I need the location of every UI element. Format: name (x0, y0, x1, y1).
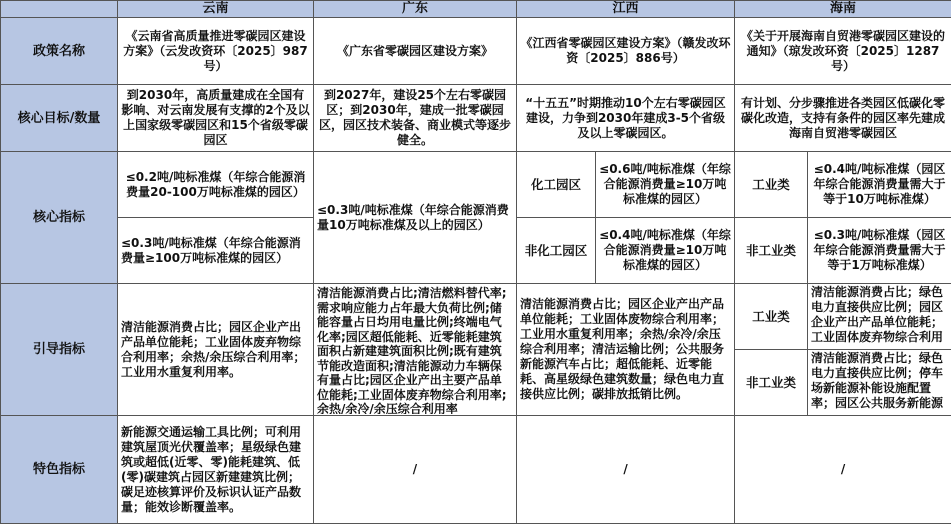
goal-hainan: 有计划、分步骤推进各类园区低碳化零碳化改造，支持有条件的园区率先建成海南自贸港零碳园区 (735, 85, 951, 152)
col-header-hainan: 海南 (735, 1, 951, 18)
core-hainan-category-industrial: 工业类 (735, 152, 808, 218)
row-label-guide: 引导指标 (1, 284, 118, 416)
feature-guangdong: / (314, 416, 517, 524)
core-yunnan-a: ≤0.2吨/吨标准煤（年综合能源消费量20-100万吨标准煤的园区） (118, 152, 314, 218)
row-label-core: 核心指标 (1, 152, 118, 284)
guide-yunnan: 清洁能源消费占比；园区企业产出产品单位能耗；工业固体废弃物综合利用率；余热/余压综合利用率；工业用水重复利用率。 (118, 284, 314, 416)
guide-hainan-category-industrial: 工业类 (735, 284, 808, 350)
col-header-jiangxi: 江西 (517, 1, 735, 18)
policy-row (1, 18, 951, 85)
policy-yunnan: 《云南省高质量推进零碳园区建设方案》（云发改资环〔2025〕987号） (118, 18, 314, 85)
feature-row (1, 416, 951, 524)
feature-yunnan: 新能源交通运输工具比例；可利用建筑屋顶光伏覆盖率；星级绿色建筑或超低(近零、零)能耗建筑、低(零)碳建筑占园区新建建筑比例；碳足迹核算评价及标识认证产品数量；能效诊断覆盖率。 (118, 416, 314, 524)
core-row-a (1, 152, 951, 218)
policy-jiangxi: 《江西省零碳园区建设方案》（赣发改环资〔2025〕886号） (517, 18, 735, 85)
goal-guangdong: 到2027年，建设25个左右零碳园区；到2030年，建成一批零碳园区，园区技术装备、商业模式等逐步健全。 (314, 85, 517, 152)
guide-row-a (1, 284, 951, 350)
feature-hainan: / (735, 416, 951, 524)
core-jiangxi-b: ≤0.4吨/吨标准煤（年综合能源消费量≥10万吨标准煤的园区） (596, 218, 735, 284)
core-guangdong: ≤0.3吨/吨标准煤（年综合能源消费量10万吨标准煤及以上的园区） (314, 152, 517, 284)
goal-jiangxi: “十五五”时期推动10个左右零碳园区建设，力争到2030年建成3-5个省级及以上零碳园区。 (517, 85, 735, 152)
col-header-guangdong: 广东 (314, 1, 517, 18)
policy-guangdong: 《广东省零碳园区建设方案》 (314, 18, 517, 85)
core-yunnan-b: ≤0.3吨/吨标准煤（年综合能源消费量≥100万吨标准煤的园区） (118, 218, 314, 284)
goal-row (1, 85, 951, 152)
guide-jiangxi: 清洁能源消费占比；园区企业产出产品单位能耗；工业固体废物综合利用率；工业用水重复利用率；余热/余冷/余压综合利用率；清洁运输比例；公共服务新能源汽车占比；超低能耗、近零能耗、高星级绿色建筑数量；绿色电力直接供应比例；碳排放抵销比例。 (517, 284, 735, 416)
core-jiangxi-a: ≤0.6吨/吨标准煤（年综合能源消费量≥10万吨标准煤的园区） (596, 152, 735, 218)
core-jiangxi-category-chemical: 化工园区 (517, 152, 596, 218)
core-hainan-b: ≤0.3吨/吨标准煤（园区年综合能源消费量需大于等于1万吨标准煤） (808, 218, 951, 284)
header-row (1, 1, 951, 18)
guide-hainan-a: 清洁能源消费占比；绿色电力直接供应比例；园区企业产出产品单位能耗；工业固体废弃物综合利用 (811, 285, 944, 344)
policy-hainan: 《关于开展海南自贸港零碳园区建设的通知》（琼发改环资〔2025〕1287号） (735, 18, 951, 85)
core-jiangxi-category-nonchemical: 非化工园区 (517, 218, 596, 284)
guide-hainan-b: 清洁能源消费占比；绿色电力直接供应比例；停车场新能源补能设施配置率；园区公共服务新能源 (811, 351, 944, 410)
guide-guangdong: 清洁能源消费占比;清洁燃料替代率;需求响应能力占年最大负荷比例;储能容量占日均用电量比例;终端电气化率;园区超低能耗、近零能耗建筑面积占新建建筑面积比例;既有建筑节能改造面积;清洁能源动力车辆保有量占比;园区企业产出主要产品单位能耗;工业固体废弃物综合利用率;余热/余冷/余压综合利用率 (317, 286, 507, 414)
goal-yunnan: 到2030年，高质量建成在全国有影响、对云南发展有支撑的2个及以上国家级零碳园区和15个省级零碳园区 (118, 85, 314, 152)
guide-hainan-category-nonindustrial: 非工业类 (735, 350, 808, 416)
col-header-yunnan: 云南 (118, 1, 314, 18)
row-label-feature: 特色指标 (1, 416, 118, 524)
row-label-policy: 政策名称 (1, 18, 118, 85)
core-hainan-category-nonindustrial: 非工业类 (735, 218, 808, 284)
core-hainan-a: ≤0.4吨/吨标准煤（园区年综合能源消费量需大于等于10万吨标准煤） (808, 152, 951, 218)
corner-cell (1, 1, 118, 18)
feature-jiangxi: / (517, 416, 735, 524)
row-label-goal: 核心目标/数量 (1, 85, 118, 152)
